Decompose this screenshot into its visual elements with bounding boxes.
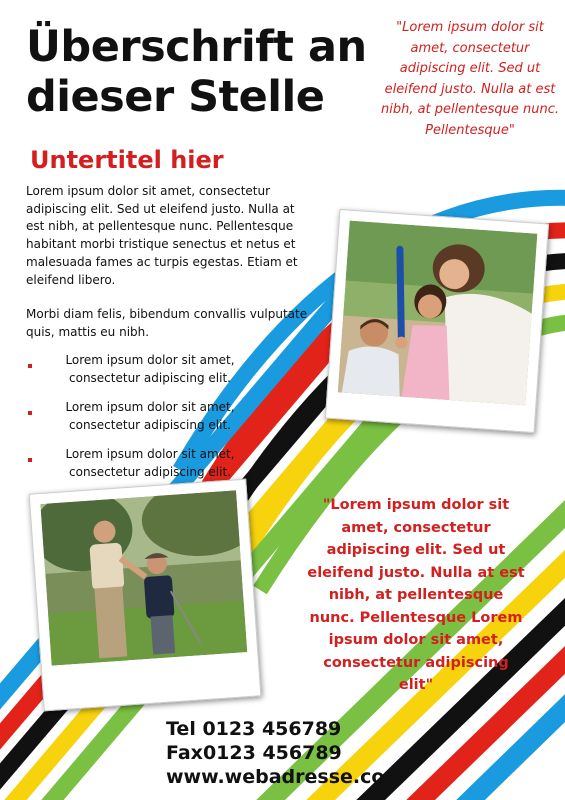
contact-fax: Fax0123 456789 — [166, 742, 342, 764]
family-baseball-photo — [338, 221, 538, 406]
bullet-icon — [28, 364, 32, 368]
photo-frame-father-son — [29, 479, 262, 712]
photo-frame-family-baseball — [325, 209, 549, 433]
father-son-golf-photo — [40, 490, 247, 665]
intro-paragraph: Lorem ipsum dolor sit amet, consectetur adipiscing elit. Sed ut eleifend justo. Nulla at est nibh, at pellentesque nunc. Pellentesque habitant morbi tristique senectus et netus et malesuada fames ac turpis egestas. Etiam et eleifend libero. — [26, 184, 298, 287]
contact-phone: Tel 0123 456789 — [166, 718, 342, 740]
bullet-item: Lorem ipsum dolor sit amet, consectetur adipiscing elit. — [26, 446, 256, 493]
contact-block — [166, 717, 404, 789]
bullet-icon — [28, 458, 32, 462]
pull-quote-middle: "Lorem ipsum dolor sit amet, consectetur adipiscing elit. Sed ut eleifend justo. Nulla at est nibh, at pellentesque nunc. Pellentesque Lorem ipsum dolor sit amet, consectetur adipiscing elit" — [307, 497, 525, 693]
contact-website[interactable]: www.webadresse.com — [166, 766, 405, 788]
bullet-list — [26, 352, 256, 493]
bullet-icon — [28, 411, 32, 415]
page-title: Überschrift an dieser Stelle — [26, 22, 367, 122]
pull-quote-top: "Lorem ipsum dolor sit amet, consectetur adipiscing elit. Sed ut eleifend justo. Nulla at est nibh, at pellentesque nunc. Pellentesque" — [380, 20, 559, 138]
bullet-item: Lorem ipsum dolor sit amet, consectetur adipiscing elit. — [26, 352, 256, 399]
second-paragraph: Morbi diam felis, bibendum convallis vulputate quis, mattis eu nibh. — [26, 307, 308, 339]
page-subtitle: Untertitel hier — [30, 146, 224, 174]
bullet-item: Lorem ipsum dolor sit amet, consectetur adipiscing elit. — [26, 399, 256, 446]
